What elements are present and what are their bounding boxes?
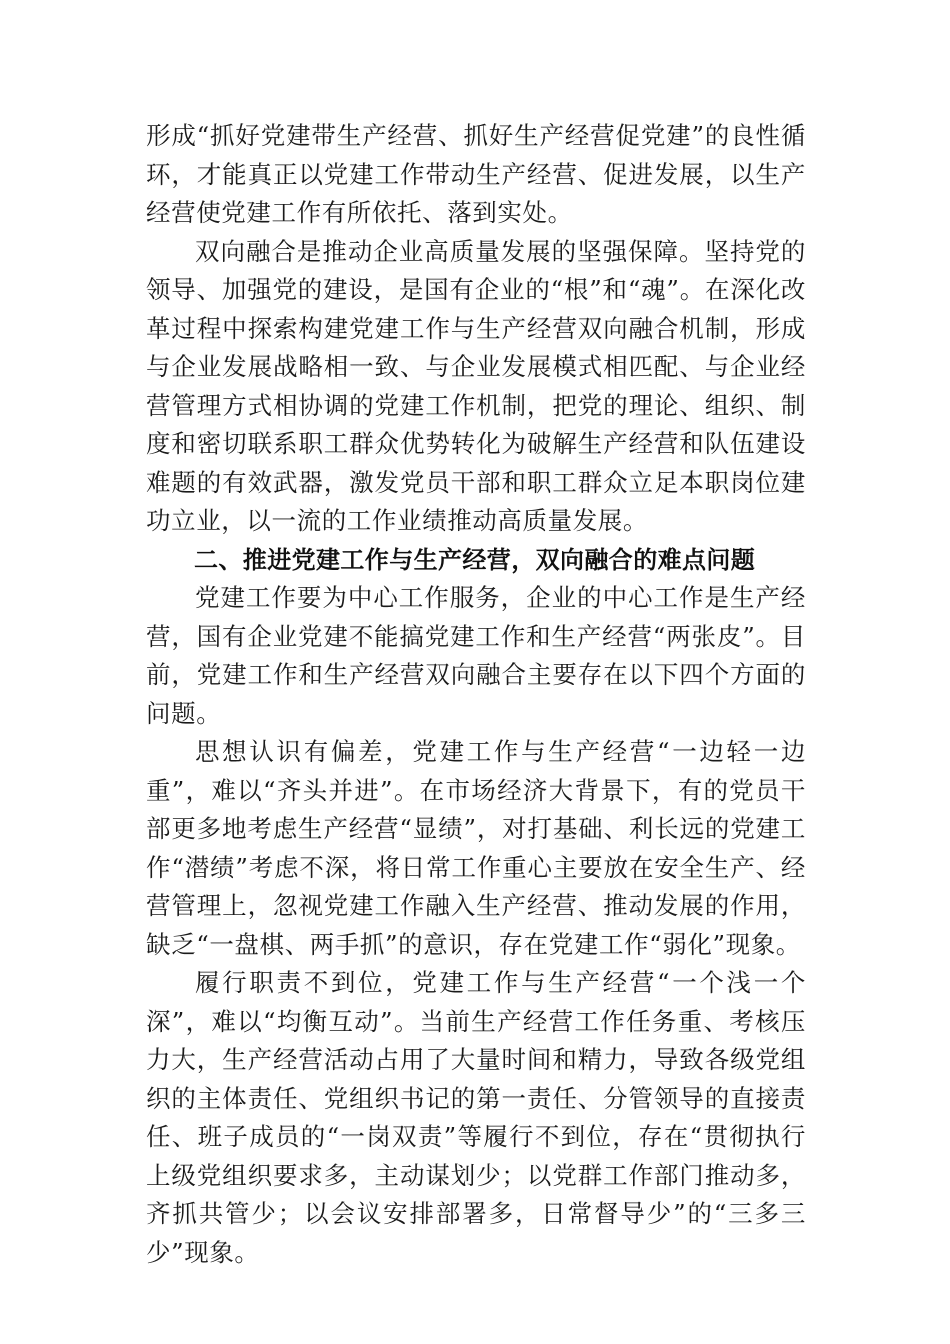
paragraph-continuation: 形成“抓好党建带生产经营、抓好生产经营促党建”的良性循环，才能真正以党建工作带动生产经营、促进发展，以生产经营使党建工作有所依托、落到实处。 — [146, 121, 806, 227]
document-body — [146, 117, 806, 1272]
paragraph-dual-integration: 双向融合是推动企业高质量发展的坚强保障。坚持党的领导、加强党的建设，是国有企业的“根”和“魂”。在深化改革过程中探索构建党建工作与生产经营双向融合机制，形成与企业发展战略相一致、与企业发展模式相匹配、与企业经营管理方式相协调的党建工作机制，把党的理论、组织、制度和密切联系职工群众优势转化为破解生产经营和队伍建设难题的有效武器，激发党员干部和职工群众立足本职岗位建功立业，以一流的工作业绩推动高质量发展。 — [146, 236, 806, 535]
paragraph-ideological-bias: 思想认识有偏差，党建工作与生产经营“一边轻一边重”，难以“齐头并进”。在市场经济大背景下，有的党员干部更多地考虑生产经营“显绩”，对打基础、利长远的党建工作“潜绩”考虑不深，将日常工作重心主要放在安全生产、经营管理上，忽视党建工作融入生产经营、推动发展的作用，缺乏“一盘棋、两手抓”的意识，存在党建工作“弱化”现象。 — [146, 737, 806, 959]
paragraph-duty-performance: 履行职责不到位，党建工作与生产经营“一个浅一个深”，难以“均衡互动”。当前生产经营工作任务重、考核压力大，生产经营活动占用了大量时间和精力，导致各级党组织的主体责任、党组织书记的第一责任、分管领导的直接责任、班子成员的“一岗双责”等履行不到位，存在“贯彻执行上级党组织要求多，主动谋划少；以党群工作部门推动多，齐抓共管少；以会议安排部署多，日常督导少”的“三多三少”现象。 — [146, 968, 806, 1267]
section-heading: 二、推进党建工作与生产经营，双向融合的难点问题 — [194, 545, 756, 574]
paragraph-central-work: 党建工作要为中心工作服务，企业的中心工作是生产经营，国有企业党建不能搞党建工作和生产经营“两张皮”。目前，党建工作和生产经营双向融合主要存在以下四个方面的问题。 — [146, 583, 806, 728]
